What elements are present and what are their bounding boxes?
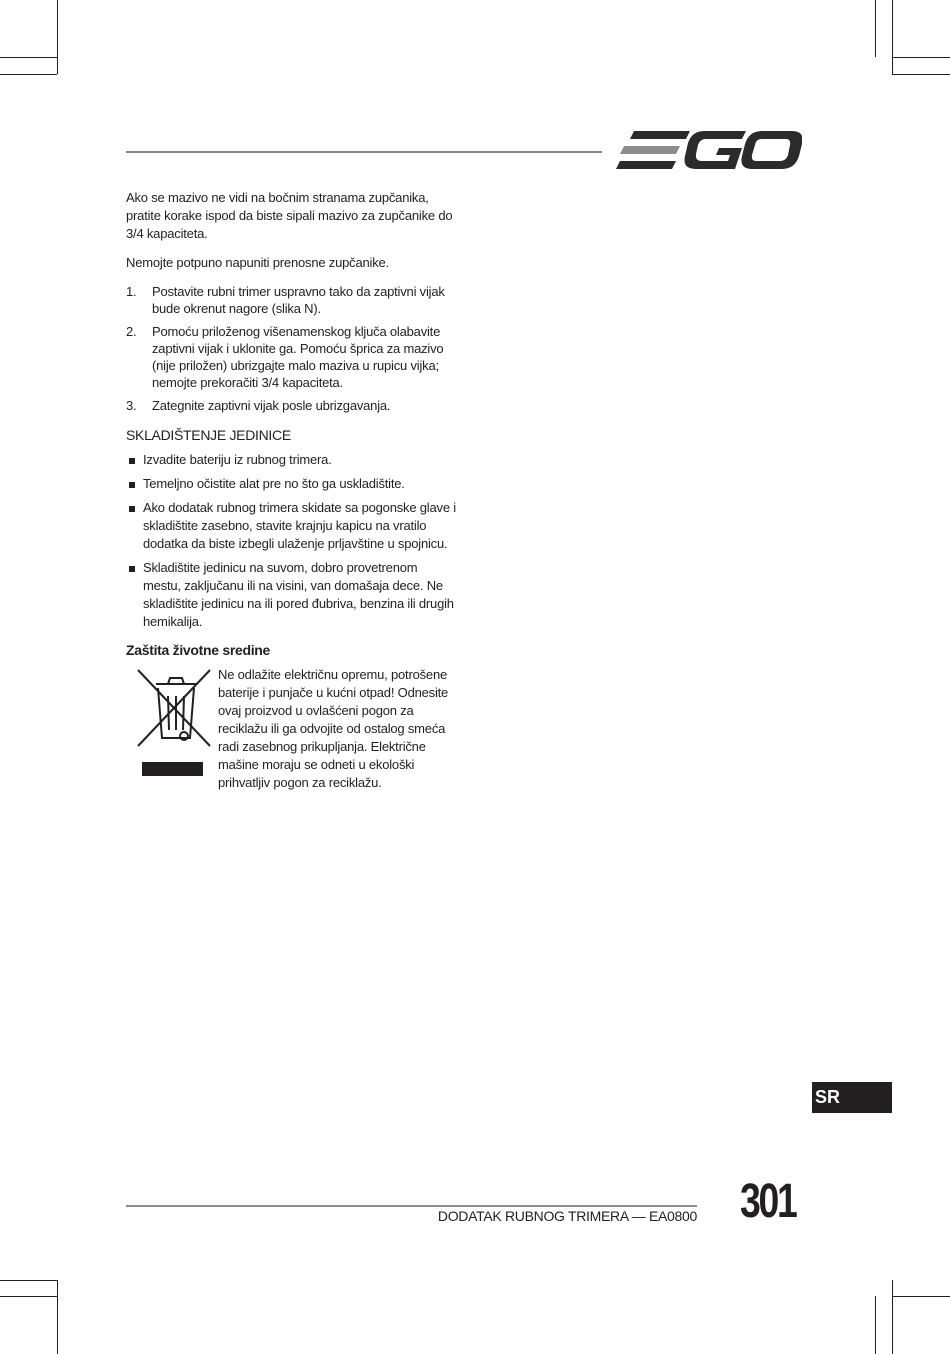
list-item-text: Skladištite jedinicu na suvom, dobro provetrenom mestu, zaključanu ili na visini, van domašaja dece. Ne skladištite jedinicu na ili pored đubriva, benzina ili drugih hemikalija. bbox=[143, 560, 454, 629]
main-content bbox=[126, 189, 458, 806]
step-text: Postavite rubni trimer uspravno tako da zaptivni vijak bude okrenut nagore (slika N). bbox=[152, 284, 445, 316]
step-item bbox=[126, 323, 458, 391]
crossed-out-wheelie-bin-icon bbox=[134, 666, 222, 784]
crop-mark bbox=[0, 1296, 57, 1297]
list-item bbox=[126, 475, 458, 493]
list-item bbox=[126, 559, 458, 631]
bullet-square-icon bbox=[129, 482, 135, 488]
header-rule bbox=[126, 151, 602, 153]
storage-list bbox=[126, 451, 458, 631]
storage-heading: SKLADIŠTENJE JEDINICE bbox=[126, 427, 291, 443]
crop-mark bbox=[892, 1296, 950, 1297]
footer-rule bbox=[126, 1205, 697, 1207]
step-text: Zategnite zaptivni vijak posle ubrizgavanja. bbox=[152, 398, 391, 413]
step-number: 2. bbox=[126, 324, 137, 339]
crop-mark bbox=[892, 74, 950, 75]
environment-text: Ne odlažite električnu opremu, potrošene baterije i punjače u kućni otpad! Odnesite ovaj proizvod u ovlašćeni pogon za reciklažu ili ga odvojite od ostalog smeća radi zasebnog prikupljanja. Električne mašine moraju se odneti u ekološki prihvatljiv pogon za reciklažu. bbox=[218, 667, 449, 790]
crop-mark bbox=[892, 57, 950, 58]
list-item-text: Izvadite bateriju iz rubnog trimera. bbox=[143, 452, 332, 467]
language-tab: SR bbox=[812, 1082, 892, 1113]
steps-list bbox=[126, 283, 458, 414]
crop-mark bbox=[0, 74, 57, 75]
footer-title: DODATAK RUBNOG TRIMERA — EA0800 bbox=[437, 1208, 697, 1224]
crop-mark bbox=[892, 1280, 893, 1354]
step-item bbox=[126, 397, 458, 414]
crop-mark bbox=[875, 0, 876, 57]
step-text: Pomoću priloženog višenamenskog ključa olabavite zaptivni vijak i uklonite ga. Pomoću šprica za mazivo (nije priložen) ubrizgajte malo maziva u rupicu vijka; nemojte prekoračiti 3/4 kapaciteta. bbox=[152, 324, 444, 390]
list-item bbox=[126, 499, 458, 553]
page-number: 301 bbox=[740, 1175, 796, 1228]
environment-section bbox=[126, 666, 458, 806]
crop-mark bbox=[57, 0, 58, 74]
bullet-square-icon bbox=[129, 458, 135, 464]
bullet-square-icon bbox=[129, 506, 135, 512]
crop-mark bbox=[57, 1280, 58, 1354]
crop-mark bbox=[875, 1296, 876, 1354]
crop-mark bbox=[892, 0, 893, 74]
crop-mark bbox=[0, 1280, 57, 1281]
list-item-text: Ako dodatak rubnog trimera skidate sa pogonske glave i skladištite zasebno, stavite krajnju kapicu na vratilo dodatka da biste izbegli ulaženje prljavštine u spojnicu. bbox=[143, 500, 456, 551]
environment-heading: Zaštita životne sredine bbox=[126, 642, 271, 658]
ego-logo bbox=[616, 128, 802, 172]
step-number: 1. bbox=[126, 284, 137, 299]
list-item-text: Temeljno očistite alat pre no što ga uskladištite. bbox=[143, 476, 405, 491]
step-number: 3. bbox=[126, 398, 137, 413]
list-item bbox=[126, 451, 458, 469]
crop-mark bbox=[0, 57, 57, 58]
bullet-square-icon bbox=[129, 566, 135, 572]
step-item bbox=[126, 283, 458, 317]
warning-paragraph: Nemojte potpuno napuniti prenosne zupčanike. bbox=[126, 255, 389, 270]
intro-paragraph: Ako se mazivo ne vidi na bočnim stranama zupčanika, pratite korake ispod da biste sipali mazivo za zupčanike do 3/4 kapaciteta. bbox=[126, 190, 453, 241]
